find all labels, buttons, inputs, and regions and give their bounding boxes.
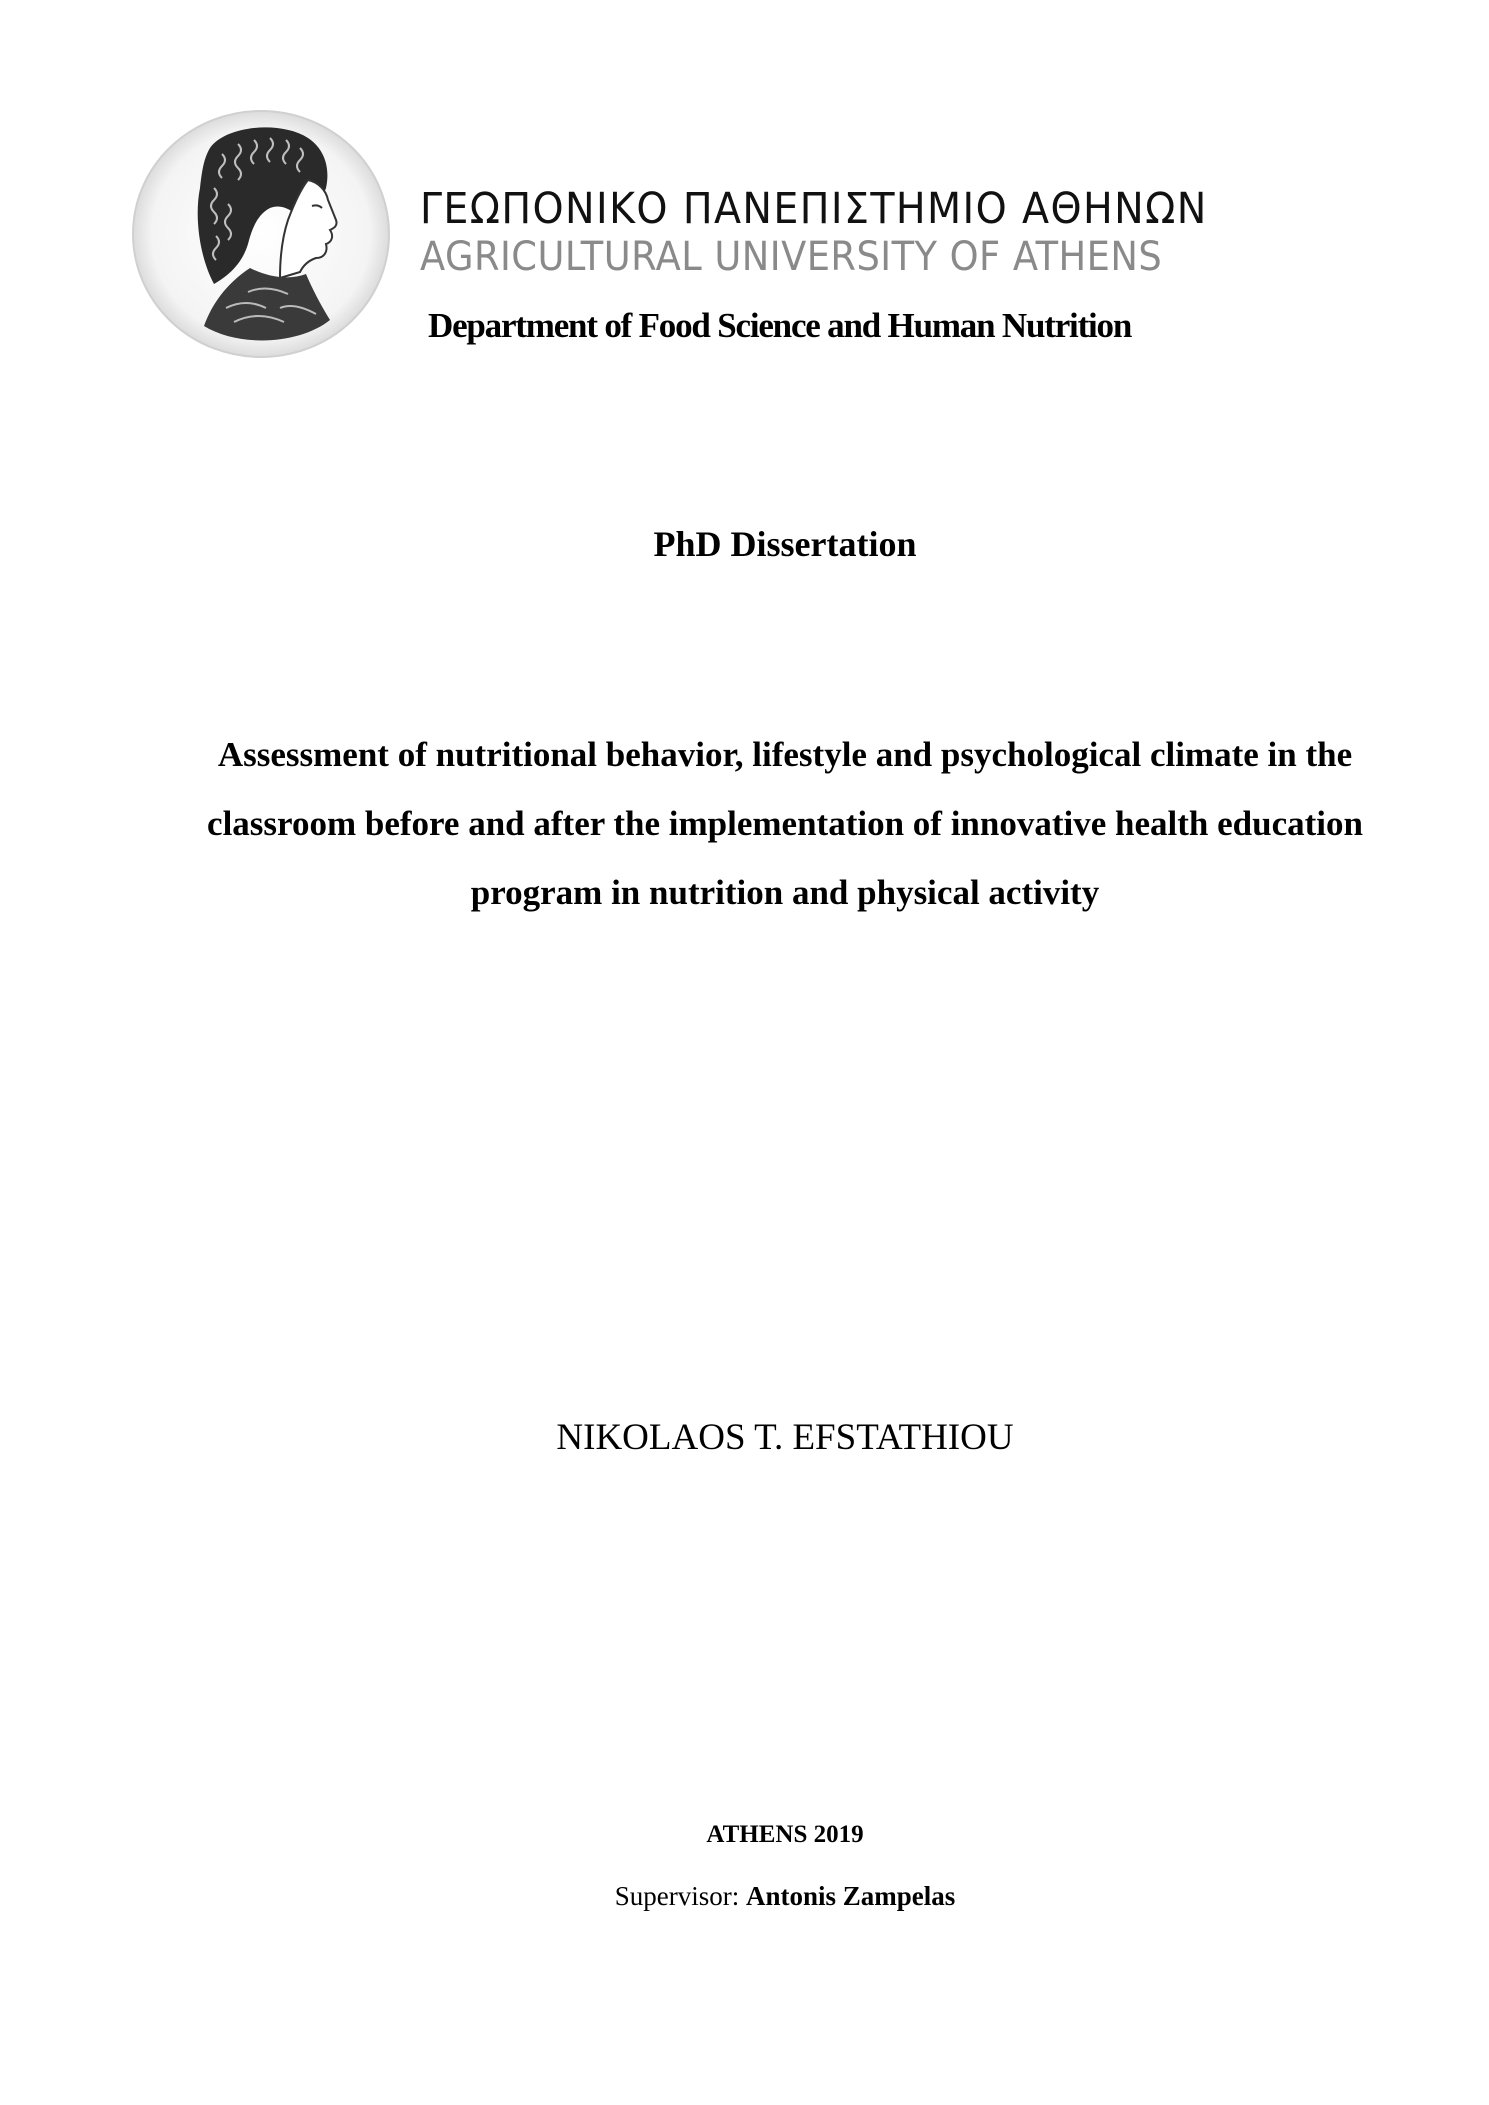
supervisor-line: [0, 1881, 1489, 1912]
university-name-english: AGRICULTURAL UNIVERSITY OF ATHENS: [420, 234, 1163, 280]
department-name: Department of Food Science and Human Nutrition: [428, 306, 1132, 345]
dissertation-title: Assessment of nutritional behavior, lifestyle and psychological climate in the classroom before and after the implementation of innovative health education program in nutrition and physical activity: [207, 735, 1363, 912]
supervisor-label: Supervisor:: [614, 1881, 740, 1911]
author-name: NIKOLAOS T. EFSTATHIOU: [556, 1417, 1014, 1458]
university-seal-logo: [130, 108, 392, 360]
place-and-year: ATHENS 2019: [706, 1821, 864, 1848]
supervisor-name: Antonis Zampelas: [745, 1881, 956, 1911]
document-type: PhD Dissertation: [653, 524, 917, 564]
university-name-greek: ΓΕΩΠΟΝΙΚΟ ΠΑΝΕΠΙΣΤΗΜΙΟ ΑΘΗΝΩΝ: [420, 184, 1208, 234]
